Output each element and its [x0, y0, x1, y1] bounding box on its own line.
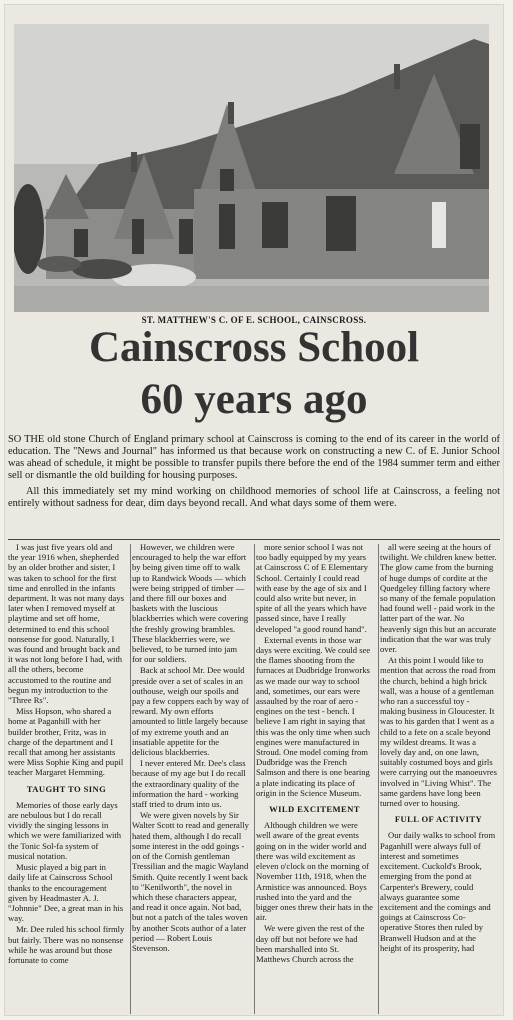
intro-paragraph: All this immediately set my mind working on childhood memories of school life at Cainscross, a feeling not entirely without sadness for dear, dim days beyond recall. And what days some of them were.	[8, 486, 500, 509]
newspaper-clipping	[4, 4, 504, 1016]
school-building-photo	[14, 24, 489, 312]
intro-paragraph: SO THE old stone Church of England primary school at Cainscross is coming to the end of its career in the world of education. The "News and Journal" has informed us that because work on constructing a new C. of E. Junior School was ahead of schedule, it might be possible to transfer pupils there before the end of the 1984 summer term and either sell or dismantle the old building for housing purposes.	[8, 434, 500, 481]
article-paragraph: However, we children were encouraged to help the war effort by being given time off to walk up to Randwick Woods — which were being stripped of timber — and there fill our boxes and baskets with the luscious blackberries which were covering the freshly growing brambles. These blackberries were, we believed, to be turned into jam for our soldiers.	[132, 542, 249, 665]
article-column	[380, 542, 497, 1014]
article-paragraph: Miss Hopson, who shared a home at Paganhill with her builder brother, Fritz, was in charge of the department and I recall that among her assistants were Miss Sophie King and pupil teacher Margaret Hemming.	[8, 706, 124, 778]
article-paragraph: At this point I would like to mention that across the road from the church, behind a high brick wall, was a house of a gentleman who ran a successful toy - making business in Gloucester. It was to his garden that I went as a child to a fete on a scale beyond my wildest dreams. It was a lovely day and, on one lawn, suitably costumed boys and girls were carrying out the manoeuvres involved in "Living Whist". The same gardens have long been turned over to housing.	[380, 655, 497, 809]
article-paragraph: more senior school I was not too badly equipped by my years at Cainscross C of E Elementary School. Certainly I could read with ease by the age of six and I could also write but never, in spite of all the years which have passed since, have I really developed "a good round hand".	[256, 542, 368, 634]
article-paragraph: We were given novels by Sir Walter Scott to read and generally hated them, although I do recall some interest in the odd goings - on of the Cornish gentleman Tressilian and the magic Wayland Smith. Quite recently I went back to "Kenilworth", the novel in which these characters appear, and read it once again. Not bad, but not a patch of the tales woven by another Scots author of a later period — Robert Louis Stevenson.	[132, 810, 249, 953]
article-paragraph: Memories of those early days are nebulous but I do recall vividly the singing lessons in which we were familiarized with the Tonic Sol-fa system of musical notation.	[8, 799, 122, 861]
column-divider-rule	[8, 539, 500, 540]
article-column	[132, 542, 249, 1014]
subheading: WILD EXCITEMENT	[269, 804, 360, 815]
article-paragraph: Music played a big part in daily life at Cainscross School thanks to the encouragement given by Headmaster A. J. "Johnnie" Dee, a great man in his way.	[8, 862, 124, 924]
subheading: TAUGHT TO SING	[26, 783, 107, 794]
article-paragraph: I never entered Mr. Dee's class because of my age but I do recall the extraordinary quality of the information the hard - working staff tried to drum into us.	[132, 758, 246, 810]
intro-text	[8, 434, 500, 510]
column-separator	[130, 544, 131, 1014]
headline-line-1: Cainscross School	[88, 324, 420, 371]
article-paragraph: Mr. Dee ruled his school firmly but fairly. There was no nonsense while he was around but those fortunate to come	[8, 924, 125, 965]
article-paragraph: Although children we were well aware of the great events going on in the wider world and there was wild excitement as eleven o'clock on the morning of November 11th, 1918, when the Armistice was announced. Boys rushed into the yard and the bigger ones threw their hats in the air.	[256, 820, 373, 923]
article-paragraph: I was just five years old and the year 1916 when, shepherded by an older brother and sister, I was taken to school for the first time and enrolled in the infants department. It was not many days later when I removed myself at playtime and set off home, determined to end this school nonsense for good. Naturally, I was found and brought back and it was not long before I had, with all the others, become accustomed to the routine and begun my introduction to the "Three Rs".	[8, 542, 124, 706]
article-paragraph: We were given the rest of the day off but not before we had been marshalled into St. Matthews Church across the	[256, 923, 365, 964]
headline-line-2: 60 years ago	[140, 376, 368, 423]
column-separator	[378, 544, 379, 1014]
headline	[4, 322, 504, 426]
article-paragraph: all were seeing at the hours of twilight. We children knew better. The glow came from the burning of huge dumps of cordite at the Quedgeley filling factory where so many of the female population had found well - paid work in the latter part of the war. No heavenly sign this but an accurate indication that the war was truly over.	[380, 542, 497, 655]
column-separator	[254, 544, 255, 1014]
article-column	[256, 542, 373, 1014]
article-paragraph: Back at school Mr. Dee would preside over a set of scales in an outhouse, weigh our spoils and pay a few coppers each by way of reward. My own efforts amounted to little largely because of my extreme youth and an insatiable appetite for the delicious blackberries.	[132, 665, 249, 758]
article-paragraph: External events in those war days were exciting. We could see the flames shooting from the furnaces at Dudbridge Ironworks as we made our way to school and, sometimes, our ears were assaulted by the roar of aero - engines on the test - bench. I believe I am right in saying that this was the only time when such engines were manufactured in Stroud. One model coming from Dudbridge was the French Salmson and there is one bearing a plate indicating its place of origin in the Science Museum.	[256, 634, 371, 798]
subheading: FULL OF ACTIVITY	[394, 814, 483, 825]
article-paragraph: Our daily walks to school from Paganhill were always full of interest and sometimes excitement. Cuckold's Brook, emerging from the pond at Carpenter's Brewery, could always guarantee some excitement and the comings and goings at Cainscross Co-operative Stores then ruled by Branwell Hudson and at the height of its prosperity, had	[380, 830, 496, 953]
article-column	[8, 542, 125, 1014]
photo-caption: ST. MATTHEW'S C. OF E. SCHOOL, CAINSCROSS.	[141, 315, 367, 325]
